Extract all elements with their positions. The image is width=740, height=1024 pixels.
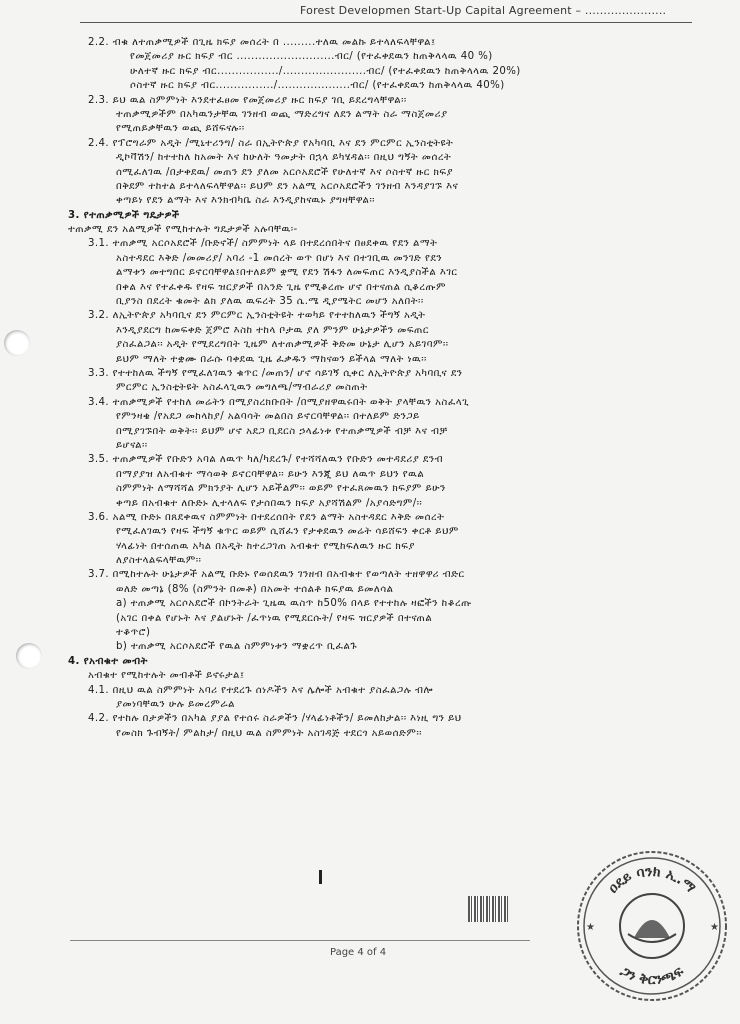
text-line: ቢያንስ በደረት ቁመት ልክ ያለዉ ዉፍረት 35 ሴ.ሜ ዲያሜትር መሆን አለበት፡፡	[116, 296, 424, 308]
pen-mark	[319, 870, 322, 884]
text-line: ያመነባቸዉን ሁሉ ይመረምራል	[116, 698, 235, 710]
page-number: Page 4 of 4	[330, 947, 387, 958]
punch-hole-icon	[16, 643, 42, 669]
section-heading: 4. የአብቁተ መብት	[68, 655, 148, 667]
text-line: አስተዳደር እቅድ /መመሪያ/ አባሪ -1 መሰረት ወጥ በሆነ እና በተገቢዉ መንገድ የደን	[116, 252, 443, 264]
text-line: 3.2. ለኢትዮጵያ አካባቢና ደን ምርምር ኢንስቲትዩት ተወካይ የተተከለዉን ችግኝ አዲት	[88, 310, 426, 322]
text-line: b) ተጠቃሚ አርሶአደሮች የዉል ስምምነቱን ማቋረጥ ቢፈልጉ	[116, 641, 358, 653]
stamp-bottom-text: ጋን ቅርንጫፍ	[617, 963, 687, 989]
punch-hole-icon	[4, 330, 30, 356]
text-line: ልማቱን መተግበር ይኖርባቸዋል፤በተለይም ቋሚ የደን ሽፋን ለመፍጠር እንዲያስችል እገር	[116, 267, 458, 279]
text-line: ዲኮቫሽን/ ከተተከለ ከአመት እና ከሁለት ዓመታት በኋላ ይካሄዳል፡፡ በዚህ ግኝት መሰረት	[116, 152, 452, 164]
text-line: በሚያገኙበት ወቅት፡፡ ይህም ሆኖ አደጋ ቢደርስ ኃላፊነቱ የተጠቃሚዎች ብቻ እና ብቻ	[116, 425, 448, 437]
text-line: 3.3. የተተከለዉ ችግኝ የሚፈለገዉን ቁጥር /መጠን/ ሆኖ ሳይገኝ ሲቀር ለኢትዮጵያ አካባቢና ደን	[88, 367, 463, 379]
text-line: እንዲያደርግ ከመፍቀድ ጀምሮ እስከ ተከላ ቦታዉ ያለ ምንም ሁኔታዎችን መፍጠር	[116, 324, 429, 336]
text-line: ሁለተኛ ዙር ክፍያ ብር................./.......................ብር/ (የተፈቀደዉን ከጠቅላላዉ 20%)	[130, 65, 521, 77]
text-line: ተጠቃሚ ደን አልሚዎች የሚከተሉት ግዴታዎች አሉባቸዉ፡-	[68, 224, 298, 236]
bank-stamp	[572, 846, 732, 1006]
text-line: 3.1. ተጠቃሚ አርሶአደሮች /ቡድኖች/ ስምምነት ላይ በተደረሰበትና በፀደቀዉ የደን ልማት	[88, 238, 438, 250]
text-line: 2.3. ይህ ዉል ስምምነት እንደተፈፀመ የመጀመሪያ ዙር ክፍያ ገቢ ይደረግላቸዋል፡፡	[88, 94, 407, 106]
text-line: ይህም ማለት ተቋሙ በራሱ ባቀደዉ ጊዜ ፈቃዱን ማከናወን ይችላል ማለት ነዉ፡፡	[116, 353, 427, 365]
text-line: 2.2. ብቁ ለተጠቃሚዎች በጊዜ ክፍያ መሰረት በ .........ተለዉ መልኩ ይተላለፍላቸዋል፤	[88, 37, 436, 48]
section-heading: 3. የተጠቃሚዎች ግዴታዎች	[68, 209, 180, 221]
text-line: (አገር በቀል የሆኑት እና ያልሆኑት /ፈጥነዉ የሚደርሱት/ የዛፍ ዝርያዎች በተናጠል	[116, 612, 433, 624]
page-header: Forest Developmen Start-Up Capital Agreement – ......................	[300, 4, 667, 17]
text-line: ለያስተላልፍላቸዉም፡፡	[116, 555, 202, 567]
star-icon: ★	[710, 922, 719, 933]
text-line: 3.6. አልሚ ቡድኑ በጸደቀዉና ስምምነት በተደረሰበት የደን ልማት አስተዳደር እቅድ መሰረት	[88, 511, 445, 523]
star-icon: ★	[586, 922, 595, 933]
text-line: ወለድ መጣኔ (8% (ስምንት በመቶ) በአመት ተሰልቶ ክፍያዉ ይመለሳል	[116, 583, 394, 595]
text-line: ሃላፊነት በተሰጠዉ አካል በአዲት ከተረጋገጠ አብቁተ የሚከፍለዉን ዙር ክፍያ	[116, 540, 415, 552]
text-line: የመስክ ጉብኝት/ ምልከታ/ በዚህ ዉል ስምምነት አስገዳጅ ተደርጎ አይወሰድም፡፡	[116, 727, 422, 739]
text-line: በማያያዝ ለአብቁተ ማሳወቅ ይኖርባቸዋል፡፡ ይሁን እንጂ ይህ ለዉጥ ይህን የዉል	[116, 468, 425, 480]
text-line: 2.4. የፕሮግራም አዲት /ሚኒተሪንግ/ ስራ በኢትዮጵያ የአካባቢ እና ደን ምርምር ኢንስቲትዩት	[88, 137, 454, 149]
text-line: 4.2. የተከሉ በታዎችን በአካል ያያል የተሰሩ ስራዎችን /ሃላፊነቶችን/ ይመለከታል፡፡ እነዚ ግን ይህ	[88, 713, 462, 725]
text-line: ያስፈልጋል፡፡ አዲት የሚደረግበት ጊዜም ለተጠቃሚዎች ቅድመ ሁኔታ ሊሆን አይገባም፡፡	[116, 339, 449, 351]
text-line: ተጠቃሚዎችም በአካዉንታቸዉ ገንዘብ ወጪ ማድረግና ለደን ልማት ስራ ማስጀመሪያ	[116, 108, 448, 120]
text-line: በቀል እና የተፈቀዱ የዛፍ ዝርያዎች በአንድ ጊዜ የሚቆረጡ ሆኖ በተናጠል ሲቆረጡም	[116, 281, 447, 293]
text-line: 4.1. በዚህ ዉል ስምምነት አባሪ የተደረጉ ሰነዶችን እና ሌሎች አብቁተ ያስፈልጋሉ ብሎ	[88, 684, 434, 696]
text-line: 3.4. ተጠቃሚዎች የተከለ መሬትን በሚያስረክቡበት /በሚያዘዋዉሩበት ወቅት ያላቸዉን አስፈላጊ	[88, 396, 470, 408]
header-divider	[80, 22, 692, 23]
text-line: የመጀመሪያ ዙር ክፍያ ብር ...........................ብር/ (የተፈቀደዉን ከጠቅላላዉ 40 %)	[130, 51, 493, 63]
text-line: የሚጠይቃቸዉን ወጪ ይሸፍናሉ፡፡	[116, 123, 245, 135]
text-line: ምርምር ኢንስቲትዩት አስፈላጊዉን መግለጫ/ማብራሪያ መስጠት	[116, 382, 368, 394]
barcode-icon	[468, 896, 508, 922]
text-line: ይሆናል፡፡	[116, 439, 148, 451]
text-line: ቀጣይ በአብቁተ ለቡድኑ ሊተላለፍ የታሰበዉን ክፍያ አያሻሽልም /አያሳድግም/፡፡	[116, 497, 423, 509]
text-line: አብቁተ የሚከተሉት መብቶች ይኖሩታል፤	[88, 670, 245, 682]
text-line: ሶስተኛ ዙር ክፍያ ብር................/....................ብር/ (የተፈቀደዉን ከጠቅላላዉ 40%)	[130, 80, 505, 92]
text-line: a) ተጠቃሚ አርሶአደሮች በኮንትራት ጊዜዉ ዉስጥ ከ50% በላይ የተተከሉ ዛፎችን ከቆረጡ	[116, 598, 472, 610]
stamp-top-text: ዐደይ ባንክ ኢ.ማ	[605, 863, 699, 897]
text-line: በቅደም ተከተል ይተላለፍላቸዋል፡፡ ይህም ደን አልሚ አርሶአደሮችን ገንዘብ እንዳያገኙ እና	[116, 180, 459, 192]
text-line: የሚፈለገዉን የዛፍ ችግኝ ቁጥር ወይም ሲሸፈን የታቀደዉን መሬት ሳይሸፍን ቀርቶ ይህም	[116, 526, 459, 538]
footer-divider	[70, 940, 530, 941]
agreement-body	[68, 36, 680, 741]
text-line: ስምምነት ለማሻሻል ምክንያት ሊሆን አይችልም፡፡ ወይም የተፈጸመዉን ክፍያም ይሁን	[116, 483, 446, 495]
stamp-emblem-shape	[634, 920, 670, 938]
text-line: ሰሚፈለገዉ /በታቀደዉ/ መጠን ደን ያለመ አርሶአደሮች የሁለተኛ እና ሶስተኛ ዙር ክፍያ	[116, 166, 454, 178]
text-line: ተቆጥሮ)	[116, 627, 151, 639]
text-line: 3.7. በሚከተሉት ሁኔታዎች አልሚ ቡድኑ የወሰደዉን ገንዘብ በአብቁተ የወጣለት ተዘዋዋሪ ብድር	[88, 569, 465, 581]
text-line: ቀጣይነ የደን ልማት እና እንክብካቤ ስራ እንዲያከናዉኑ ያግዛቸዋል፡፡	[116, 195, 375, 207]
text-line: የምንዛቄ /የአደጋ መከላከያ/ አልባሳት መልበስ ይኖርባቸዋል፡፡ በተለይም ድንጋይ	[116, 411, 420, 423]
text-line: 3.5. ተጠቃሚዎች የቡድን አባል ለዉጥ ካለ/ካደረጉ/ የተሻሻለዉን የቡድን መተዳደሪያ ደንብ	[88, 454, 444, 466]
